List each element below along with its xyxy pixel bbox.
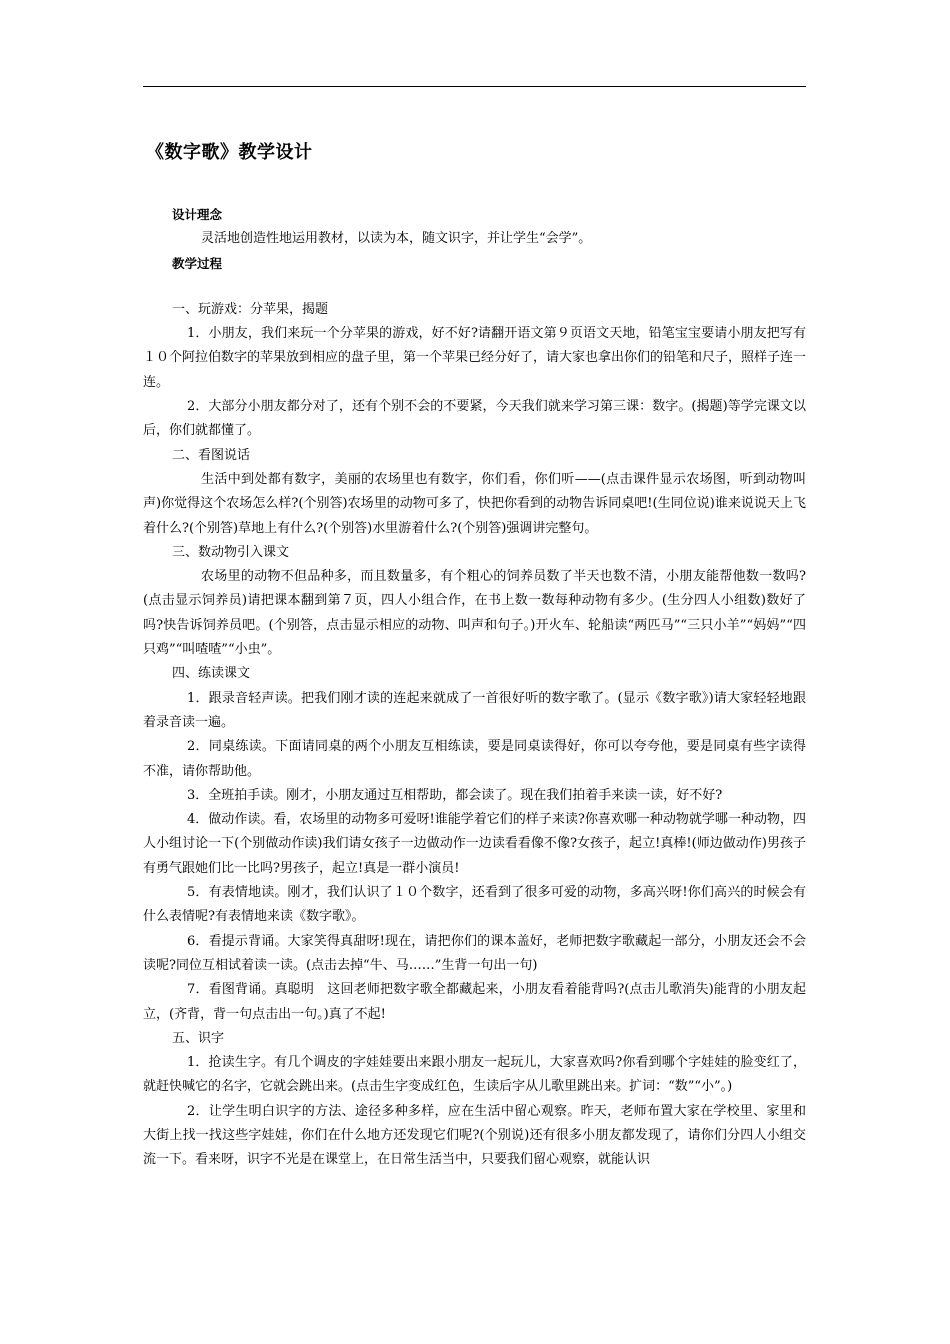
- section-heading: 五、识字: [172, 1030, 225, 1046]
- paragraph: 4．做动作读。看，农场里的动物多可爱呀!谁能学着它们的样子来读?你喜欢哪一种动物就学哪一种动物，四人小组讨论一下(个别做动作读)我们请女孩子一边做动作一边读看看像不像?女孩子，起立!真棒!(师边做动作)男孩子有勇气跟她们比一比吗?男孩子，起立!真是一群小演员!: [143, 812, 806, 876]
- paragraph: 2．同桌练读。下面请同桌的两个小朋友互相练读，要是同桌读得好，你可以夸夸他，要是同桌有些字读得不准，请你帮助他。: [143, 739, 806, 779]
- paragraph: 生活中到处都有数字，美丽的农场里也有数字，你们看，你们听——(点击课件显示农场图，听到动物叫声)你觉得这个农场怎么样?(个别答)农场里的动物可多了，快把你看到的动物告诉同桌吧!(生同位说)谁来说说天上飞着什么?(个别答)草地上有什么?(个别答)水里游着什么?(个别答)强调讲完整句。: [143, 471, 806, 536]
- paragraph: 农场里的动物不但品种多，而且数量多，有个粗心的饲养员数了半天也数不清，小朋友能帮他数一数吗?(点击显示饲养员)请把课本翻到第７页，四人小组合作，在书上数一数每种动物有多少。(生分四人小组数)数好了吗?快告诉饲养员吧。(个别答，点击显示相应的动物、叫声和句子。)开火车、轮船读“两匹马”“三只小羊”“妈妈”“四只鸡”“叫喳喳”“小虫”。: [143, 569, 806, 658]
- paragraph: 2．大部分小朋友都分对了，还有个别不会的不要紧，今天我们就来学习第三课：数字。(揭题)等学完课文以后，你们就都懂了。: [143, 399, 806, 439]
- paragraph: 6．看提示背诵。大家笑得真甜呀!现在，请把你们的课本盖好，老师把数字歌藏起一部分，小朋友还会不会读呢?同位互相试着读一读。(点击去掉“牛、马……”生背一句出一句): [143, 933, 806, 973]
- paragraph: 5．有表情地读。刚才，我们认识了１０个数字，还看到了很多可爱的动物，多高兴呀!你们高兴的时候会有什么表情呢?有表情地来读《数字歌》。: [143, 885, 806, 925]
- paragraph: 7．看图背诵。真聪明 这回老师把数字歌全都藏起来，小朋友看着能背吗?(点击儿歌消失)能背的小朋友起立，(齐背，背一句点击出一句。)真了不起!: [143, 982, 806, 1022]
- document-title: 《数字歌》教学设计: [146, 142, 313, 163]
- header-rule: [143, 86, 806, 87]
- section-heading: 一、玩游戏：分苹果，揭题: [172, 301, 329, 317]
- paragraph: 1．跟录音轻声读。把我们刚才读的连起来就成了一首很好听的数字歌了。(显示《数字歌》)请大家轻轻地跟着录音读一遍。: [143, 690, 806, 730]
- process-heading: 教学过程: [172, 255, 223, 271]
- section-heading: 二、看图说话: [172, 447, 251, 463]
- paragraph: 1．抢读生字。有几个调皮的字娃娃要出来跟小朋友一起玩儿，大家喜欢吗?你看到哪个字娃娃的脸变红了，就赶快喊它的名字，它就会跳出来。(点击生字变成红色，生读后字从儿歌里跳出来。扩词：“数”“小”。): [143, 1055, 806, 1095]
- concept-text: 灵活地创造性地运用教材，以读为本，随文识字，并让学生“会学”。: [201, 231, 592, 247]
- paragraph: 2．让学生明白识字的方法、途径多种多样，应在生活中留心观察。昨天，老师布置大家在学校里、家里和大街上找一找这些字娃娃，你们在什么地方还发现它们呢?(个别说)还有很多小朋友都发现了，请你们分四人小组交流一下。看来呀，识字不光是在课堂上，在日常生活当中，只要我们留心观察，就能认识: [143, 1103, 806, 1168]
- concept-heading: 设计理念: [172, 207, 223, 222]
- paragraph: 3．全班拍手读。刚才，小朋友通过互相帮助，都会读了。现在我们拍着手来读一读，好不好?: [187, 787, 723, 803]
- section-heading: 三、数动物引入课文: [172, 544, 290, 560]
- paragraph: 1．小朋友，我们来玩一个分苹果的游戏，好不好?请翻开语文第９页语文天地，铅笔宝宝要请小朋友把写有１０个阿拉伯数字的苹果放到相应的盘子里，第一个苹果已经分好了，请大家也拿出你们的铅笔和尺子，照样子连一连。: [143, 326, 807, 390]
- document-body: [143, 203, 806, 1173]
- spacer: [143, 276, 806, 298]
- section-heading: 四、练读课文: [172, 666, 251, 682]
